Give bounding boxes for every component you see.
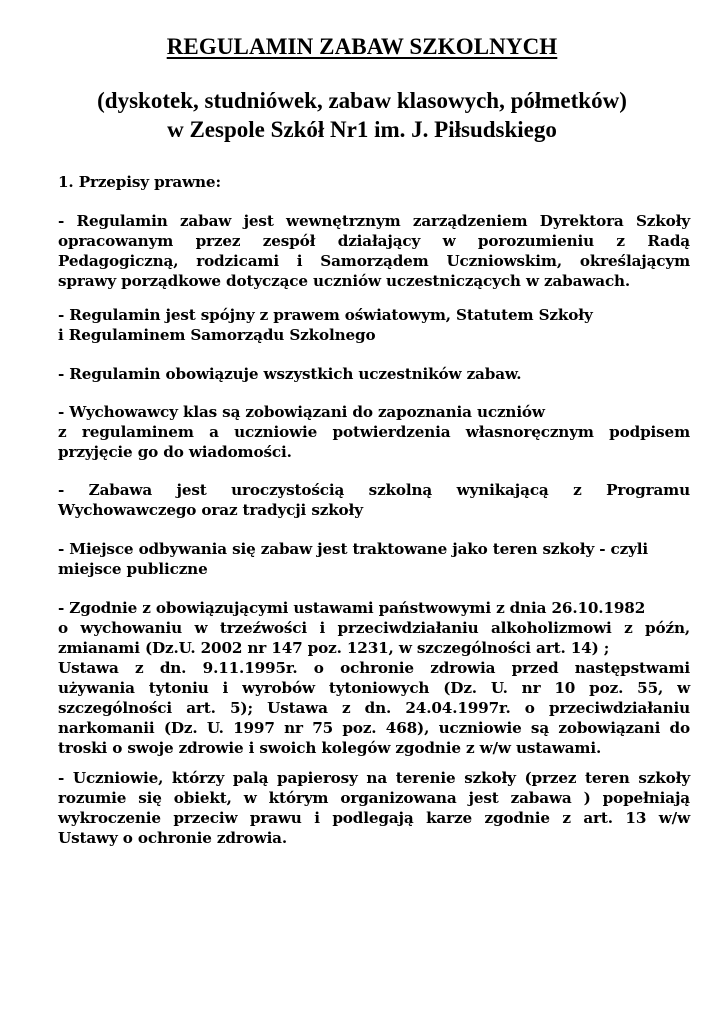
paragraph-line: zmianami (Dz.U. 2002 nr 147 poz. 1231, w szczególności art. 14) ; <box>58 639 610 657</box>
paragraph-legal-acts <box>58 598 690 758</box>
paragraph-line: - Regulamin zabaw jest wewnętrznym zarządzeniem Dyrektora Szkoły <box>58 212 690 230</box>
paragraph-line: i Regulaminem Samorządu Szkolnego <box>58 326 376 344</box>
paragraph-line: - Wychowawcy klas są zobowiązani do zapoznania uczniów <box>58 403 545 421</box>
document-subtitle-line1: (dyskotek, studniówek, zabaw klasowych, półmetków) <box>97 88 627 113</box>
paragraph-public-place <box>58 539 690 579</box>
paragraph-line: miejsce publiczne <box>58 560 208 578</box>
paragraph-line: sprawy porządkowe dotyczące uczniów uczestniczących w zabawach. <box>58 272 631 290</box>
paragraph-line: troski o swoje zdrowie i swoich kolegów zgodnie z w/w ustawami. <box>58 739 602 757</box>
paragraph-line: używania tytoniu i wyrobów tytoniowych (Dz. U. nr 10 poz. 55, w <box>58 679 690 697</box>
paragraph-regulamin-consistency <box>58 305 690 345</box>
paragraph-line: rozumie się obiekt, w którym organizowana jest zabawa ) popełniają <box>58 789 690 807</box>
paragraph-line: - Miejsce odbywania się zabaw jest traktowane jako teren szkoły - czyli <box>58 540 649 558</box>
paragraph-line: - Regulamin jest spójny z prawem oświatowym, Statutem Szkoły <box>58 306 593 324</box>
paragraph-regulamin-definition <box>58 211 690 291</box>
paragraph-teachers-duty <box>58 402 690 462</box>
paragraph-line: Ustawy o ochronie zdrowia. <box>58 829 288 847</box>
paragraph-line: - Uczniowie, którzy palą papierosy na terenie szkoły (przez teren szkoły <box>58 769 690 787</box>
paragraph-line: - Zgodnie z obowiązującymi ustawami państwowymi z dnia 26.10.1982 <box>58 599 646 617</box>
paragraph-line: z regulaminem a uczniowie potwierdzenia własnoręcznym podpisem <box>58 423 690 441</box>
paragraph-line: opracowanym przez zespół działający w porozumieniu z Radą <box>58 232 690 250</box>
paragraph-line: o wychowaniu w trzeźwości i przeciwdziałaniu alkoholizmowi z późn, <box>58 619 690 637</box>
paragraph-line: - Zabawa jest uroczystością szkolną wynikającą z Programu <box>58 481 690 499</box>
paragraph-line: przyjęcie go do wiadomości. <box>58 443 292 461</box>
paragraph-smoking <box>58 768 690 848</box>
section-heading: 1. Przepisy prawne: <box>58 173 221 191</box>
paragraph-line: wykroczenie przeciw prawu i podlegają karze zgodnie z art. 13 w/w <box>58 809 690 827</box>
paragraph-line: - Regulamin obowiązuje wszystkich uczestników zabaw. <box>58 365 522 383</box>
document-subtitle-line2: w Zespole Szkół Nr1 im. J. Piłsudskiego <box>167 117 557 142</box>
paragraph-regulamin-scope <box>58 364 690 384</box>
paragraph-line: Wychowawczego oraz tradycji szkoły <box>58 501 363 519</box>
document-title: REGULAMIN ZABAW SZKOLNYCH <box>166 34 558 59</box>
paragraph-school-celebration <box>58 480 690 520</box>
paragraph-line: Ustawa z dn. 9.11.1995r. o ochronie zdrowia przed następstwami <box>58 659 690 677</box>
paragraph-line: szczególności art. 5); Ustawa z dn. 24.04.1997r. o przeciwdziałaniu <box>58 699 690 717</box>
paragraph-line: narkomanii (Dz. U. 1997 nr 75 poz. 468), uczniowie są zobowiązani do <box>58 719 690 737</box>
paragraph-line: Pedagogiczną, rodzicami i Samorządem Uczniowskim, określającym <box>58 252 690 270</box>
